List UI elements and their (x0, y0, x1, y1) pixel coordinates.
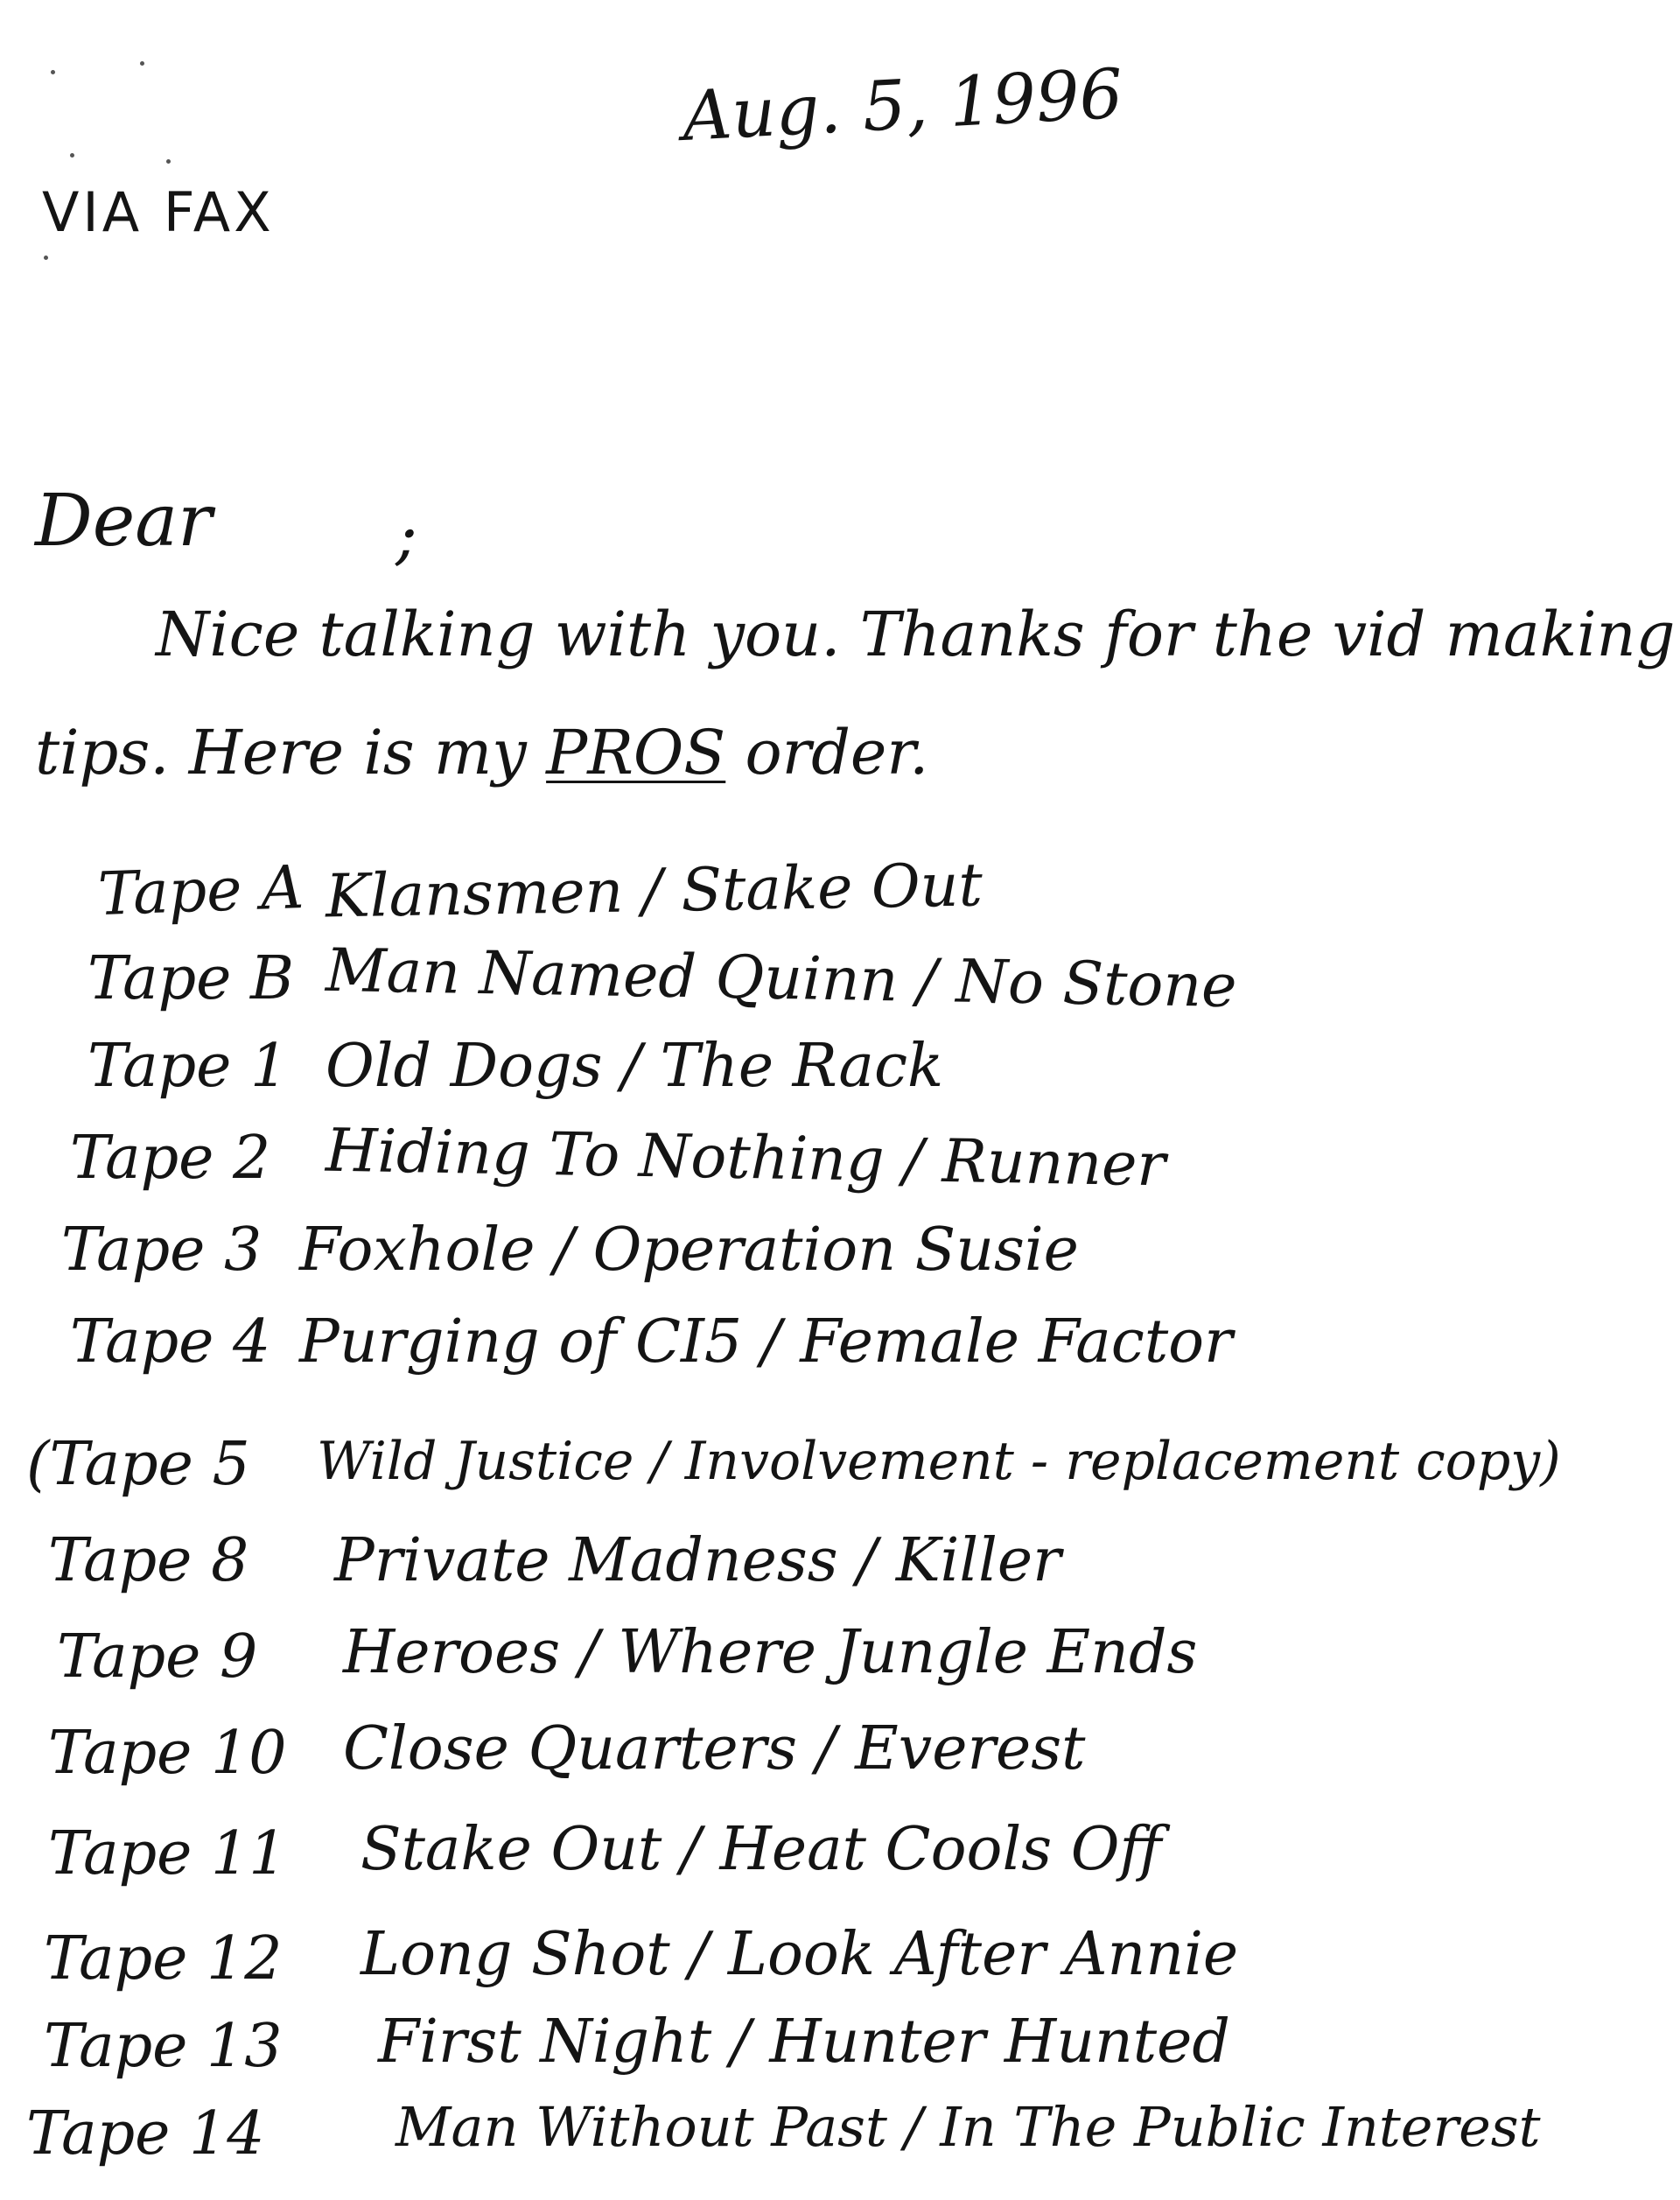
fax-speck (140, 61, 144, 66)
body-line-2 (35, 717, 929, 788)
salutation: Dear (35, 480, 213, 563)
tape-titles: Long Shot / Look After Annie (360, 1920, 1239, 1989)
body-line-1: Nice talking with you. Thanks for the vid making (156, 599, 1676, 670)
tape-titles: Close Quarters / Everest (343, 1714, 1086, 1783)
tape-label: Tape 1 (88, 1032, 289, 1101)
tape-label: Tape 3 (61, 1216, 262, 1285)
tape-titles: Foxhole / Operation Susie (299, 1216, 1079, 1285)
tape-label: Tape 2 (70, 1124, 271, 1193)
tape-label: Tape A (96, 852, 305, 930)
fax-speck (70, 153, 74, 158)
fax-speck (44, 256, 48, 260)
delivery-method: VIA FAX (42, 180, 275, 244)
tape-label: Tape B (88, 944, 294, 1013)
tape-label: Tape 10 (48, 1719, 287, 1788)
tape-label: Tape 14 (26, 2099, 265, 2168)
tape-titles: Stake Out / Heat Cools Off (360, 1815, 1162, 1884)
pros-underlined: PROS (546, 717, 726, 788)
tape-titles: Heroes / Where Jungle Ends (343, 1618, 1198, 1687)
tape-titles: Klansmen / Stake Out (325, 851, 984, 932)
body-line-2-end: order. (725, 717, 929, 788)
tape-titles: Wild Justice / Involvement - replacement copy) (317, 1431, 1561, 1492)
letter-date: Aug. 5, 1996 (680, 54, 1125, 157)
tape-titles: Hiding To Nothing / Runner (325, 1116, 1166, 1201)
body-line-2-start: tips. Here is my (35, 717, 547, 788)
tape-label: Tape 8 (48, 1526, 249, 1595)
salutation-punctuation: ; (396, 498, 417, 573)
tape-label: Tape 12 (44, 1924, 283, 1993)
tape-label: Tape 4 (70, 1307, 271, 1377)
fax-speck (166, 159, 171, 164)
tape-label: Tape 11 (48, 1819, 287, 1888)
tape-titles: Man Without Past / In The Public Interest (396, 2095, 1541, 2159)
tape-label: Tape 9 (57, 1622, 258, 1692)
tape-titles: Private Madness / Killer (334, 1526, 1061, 1595)
tape-label: (Tape 5 (26, 1430, 250, 1499)
tape-label: Tape 13 (44, 2012, 283, 2081)
fax-speck (51, 70, 55, 74)
tape-titles: Purging of CI5 / Female Factor (299, 1307, 1233, 1377)
tape-titles: Old Dogs / The Rack (326, 1032, 944, 1101)
tape-titles: Man Named Quinn / No Stone (325, 935, 1238, 1022)
tape-titles: First Night / Hunter Hunted (378, 2007, 1230, 2077)
